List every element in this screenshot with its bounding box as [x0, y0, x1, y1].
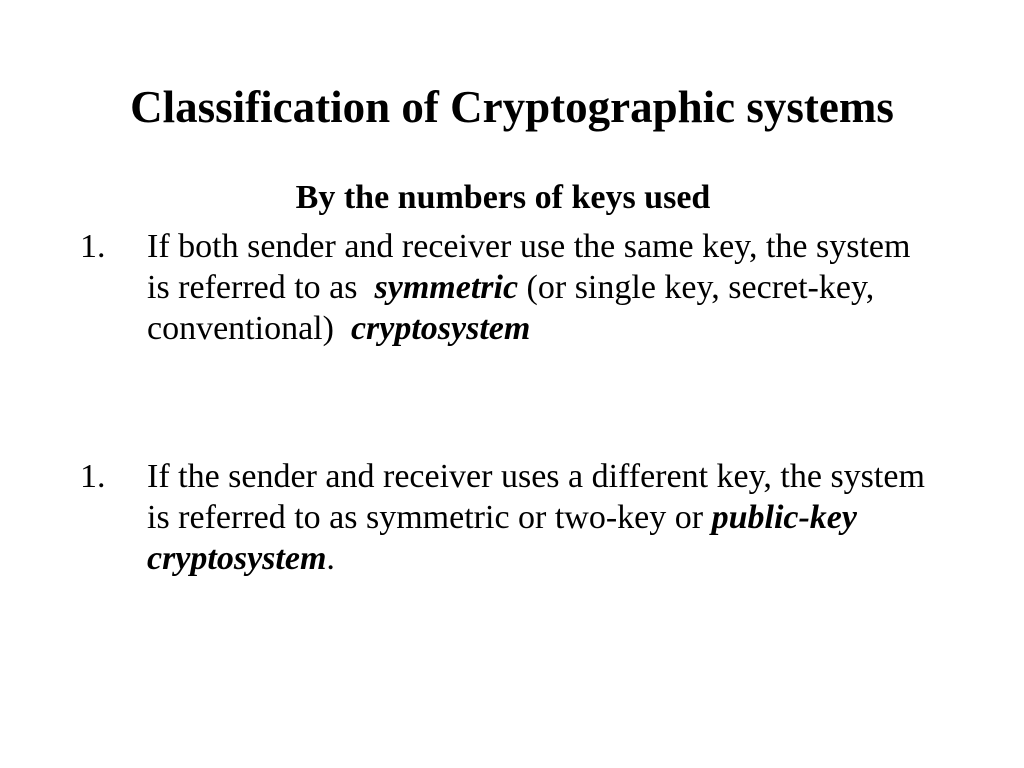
text-line: [147, 308, 910, 349]
text-line: [147, 456, 925, 497]
text-segment: (or single key, secret-key,: [518, 269, 875, 306]
emphasized-term: symmetric: [374, 269, 519, 306]
text-line: [147, 538, 925, 579]
emphasized-term: cryptosystem: [147, 540, 327, 577]
emphasized-term: cryptosystem: [350, 310, 531, 347]
text-line: [147, 226, 910, 267]
list-item: [0, 456, 1024, 579]
list-item-number: 1.: [80, 228, 106, 265]
text-line: [147, 267, 910, 308]
text-segment: conventional): [147, 310, 351, 347]
emphasized-term: public-key: [711, 499, 857, 536]
list-item-text: [147, 226, 910, 349]
slide-title: Classification of Cryptographic systems: [130, 82, 894, 132]
text-segment: If both sender and receiver use the same key, the system: [147, 228, 911, 265]
text-segment: If the sender and receiver uses a different key, the system: [147, 458, 925, 495]
text-segment: is referred to as: [147, 269, 375, 306]
list-item: [0, 226, 1024, 349]
list-item-number: 1.: [80, 458, 106, 495]
text-line: [147, 497, 925, 538]
slide-subtitle: By the numbers of keys used: [295, 179, 711, 216]
list-item-text: [147, 456, 925, 579]
text-segment: .: [326, 540, 335, 577]
text-segment: is referred to as symmetric or two-key or: [147, 499, 712, 536]
